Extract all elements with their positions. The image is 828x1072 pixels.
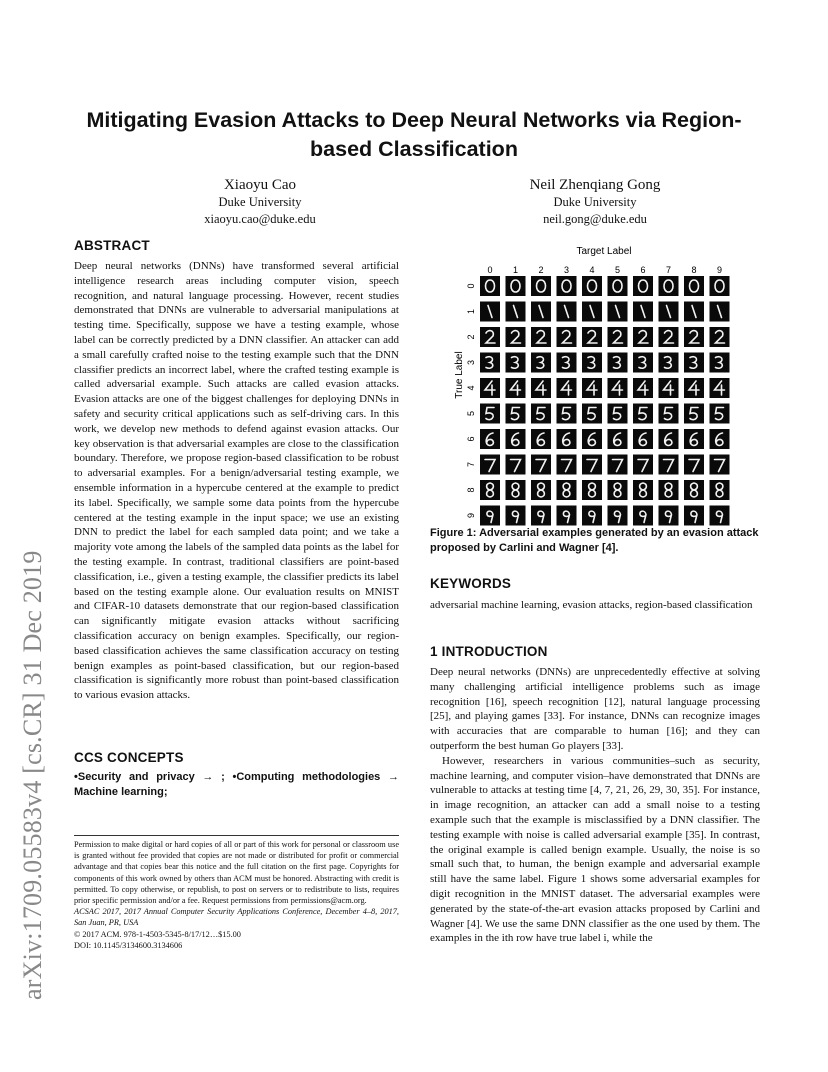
digit-image xyxy=(531,429,551,449)
digit-image xyxy=(710,429,730,449)
author-block xyxy=(155,177,365,228)
digit-image xyxy=(557,302,577,322)
digit-image xyxy=(480,480,500,500)
digit-image xyxy=(684,302,704,322)
digit-image xyxy=(633,378,653,398)
digit-image xyxy=(710,302,730,322)
digit-image xyxy=(633,429,653,449)
figure-row-labels xyxy=(466,283,476,518)
introduction-heading: 1 INTRODUCTION xyxy=(430,644,548,659)
digit-image xyxy=(506,302,526,322)
digit-image xyxy=(633,353,653,373)
digit-image xyxy=(506,506,526,526)
digit-image xyxy=(659,378,679,398)
ccs-heading: CCS CONCEPTS xyxy=(74,750,184,765)
digit-image xyxy=(684,327,704,347)
column-label: 4 xyxy=(589,265,595,275)
digit-image xyxy=(710,327,730,347)
digit-image xyxy=(480,455,500,475)
digit-image xyxy=(710,480,730,500)
digit-image xyxy=(710,404,730,424)
digit-image xyxy=(480,327,500,347)
abstract-paragraph: Deep neural networks (DNNs) have transformed several artificial intelligence research areas including computer vision, speech recognition, and natural language processing. However, recent studies demonstrated that DNNs are vulnerable to adversarial manipulations at testing time. Specifically, suppose we have a testing example, whose label can be correctly predicted by a DNN classifier. An attacker can add a small carefully crafted noise to the testing example such that the DNN classifier predicts an incorrect label, where the crafted testing example is called adversarial example. Such attacks are called evasion attacks. Evasion attacks are one of the biggest challenges for deploying DNNs in safety and security critical applications such as self-driving cars. In this work, we develop new methods to defend against evasion attacks. Our key observation is that adversarial examples are close to the classification boundary. Therefore, we propose region-based classification to be robust to adversarial examples. For a benign/adversarial testing example, we ensemble information in a hypercube centered at the example to predict its label. Specifically, we sample some data points from the hypercube centered at the testing example in the input space; we use an existing DNN to predict the label for each sampled data point; and we take a majority vote among the labels of the sampled data points as the label for the testing example. In contrast, traditional classifiers are point-based classification, i.e., given a testing example, the classifier predicts its label based on the testing example alone. Our evaluation results on MNIST and CIFAR-10 datasets demonstrate that our region-based classification can significantly mitigate evasion attacks without sacrificing classification accuracy on benign examples. Specifically, our region-based classification achieves the same classification accuracy on testing benign examples as point-based classification, but our region-based classification is significantly more robust than point-based classification to various evasion attacks. xyxy=(74,260,399,702)
digit-image xyxy=(582,302,602,322)
digit-image xyxy=(684,455,704,475)
digit-image xyxy=(684,429,704,449)
digit-image xyxy=(557,404,577,424)
digit-image xyxy=(531,455,551,475)
digit-image xyxy=(582,276,602,296)
digit-image xyxy=(659,429,679,449)
ccs-text: •Security and privacy → ; •Computing methodologies → Machine learning; xyxy=(74,771,399,798)
digit-image xyxy=(506,378,526,398)
digit-image xyxy=(506,429,526,449)
digit-image xyxy=(710,455,730,475)
digit-image xyxy=(480,404,500,424)
digit-image xyxy=(506,455,526,475)
venue-line: ACSAC 2017, 2017 Annual Computer Security Applications Conference, December 4–8, 2017, San Juan, PR, USA xyxy=(74,907,399,928)
footnote-divider xyxy=(74,835,399,836)
figure-x-title: Target Label xyxy=(576,246,632,257)
digit-image xyxy=(633,302,653,322)
digit-image xyxy=(506,276,526,296)
paper-title: Mitigating Evasion Attacks to Deep Neural Networks via Region-based Classification xyxy=(86,108,742,161)
digit-image xyxy=(633,276,653,296)
keywords-heading: KEYWORDS xyxy=(430,576,512,591)
column-label: 9 xyxy=(716,265,723,275)
digit-image xyxy=(506,480,526,500)
column-label: 6 xyxy=(640,265,646,275)
row-label: 0 xyxy=(466,283,476,289)
digit-image xyxy=(633,327,653,347)
digit-image xyxy=(480,302,500,322)
digit-image xyxy=(506,327,526,347)
digit-image xyxy=(531,404,551,424)
digit-image xyxy=(531,506,551,526)
digit-image xyxy=(582,506,602,526)
digit-image xyxy=(710,506,730,526)
digit-image xyxy=(480,378,500,398)
permission-notice: Permission to make digital or hard copies of all or part of this work for personal or classroom use is granted without fee provided that copies are not made or distributed for profit or commercial advantage and that copies bear this notice and the full citation on the first page. Copyrights for components of this work owned by others than ACM must be honored. Abstracting with credit is permitted. To copy otherwise, or republish, to post on servers or to redistribute to lists, requires prior specific permission and/or a fee. Request permissions from permissions@acm.org. xyxy=(74,840,399,906)
digit-image xyxy=(557,353,577,373)
figure-column-labels xyxy=(487,265,722,275)
figure-y-title: True Label xyxy=(454,351,465,399)
digit-grid xyxy=(480,276,730,526)
digit-image xyxy=(633,455,653,475)
digit-image xyxy=(480,506,500,526)
digit-image xyxy=(480,276,500,296)
row-label: 1 xyxy=(466,308,476,315)
digit-image xyxy=(531,480,551,500)
digit-image xyxy=(710,378,730,398)
digit-image xyxy=(608,506,628,526)
column-label: 7 xyxy=(665,265,672,275)
digit-image xyxy=(531,378,551,398)
digit-image xyxy=(633,480,653,500)
digit-image xyxy=(659,480,679,500)
digit-image xyxy=(608,404,628,424)
doi-line: DOI: 10.1145/3134600.3134606 xyxy=(74,940,183,950)
digit-image xyxy=(557,276,577,296)
digit-image xyxy=(531,276,551,296)
author-email: neil.gong@duke.edu xyxy=(543,212,647,226)
footnote xyxy=(74,839,399,951)
digit-image xyxy=(582,455,602,475)
digit-image xyxy=(582,353,602,373)
row-label: 7 xyxy=(466,461,476,468)
digit-image xyxy=(684,480,704,500)
digit-image xyxy=(684,506,704,526)
digit-image xyxy=(608,302,628,322)
digit-image xyxy=(659,353,679,373)
digit-image xyxy=(582,429,602,449)
introduction-text xyxy=(430,665,760,946)
author-affiliation: Duke University xyxy=(553,195,637,209)
keywords-text: adversarial machine learning, evasion attacks, region-based classification xyxy=(430,599,753,611)
column-label: 8 xyxy=(691,265,697,275)
digit-image xyxy=(480,429,500,449)
author-email: xiaoyu.cao@duke.edu xyxy=(204,212,316,226)
digit-image xyxy=(531,302,551,322)
digit-image xyxy=(608,276,628,296)
digit-image xyxy=(557,455,577,475)
abstract-heading: ABSTRACT xyxy=(74,238,150,253)
adversarial-examples-figure xyxy=(430,240,760,519)
digit-image xyxy=(608,353,628,373)
author-name: Xiaoyu Cao xyxy=(223,177,297,193)
intro-paragraph-2: However, researchers in various communities–such as security, machine learning, and computer vision–have demonstrated that DNNs are vulnerable to attacks at testing time [4, 7, 21, 26, 29, 30, 35]. For instance, in image recognition, an attacker can add a small noise to a testing example such that the example is misclassified by a DNN classifier. The testing example with noise is called adversarial example [35]. In contrast, the original example is called benign example. Usually, the noise is so small such that, to human, the benign example and adversarial example still have the same label. Figure 1 shows some adversarial examples for digit recognition in the MNIST dataset. The adversarial examples were generated by the state-of-the-art evasion attacks proposed by Carlini and Wagner [4]. We use the same DNN classifier as the one used by them. The examples in the ith row have true label i, while the xyxy=(430,754,760,945)
digit-image xyxy=(684,404,704,424)
digit-image xyxy=(582,480,602,500)
column-label: 0 xyxy=(487,265,493,275)
column-label: 5 xyxy=(614,265,621,275)
copyright-line: © 2017 ACM. 978-1-4503-5345-8/17/12…$15.00 xyxy=(74,929,241,939)
digit-image xyxy=(633,506,653,526)
digit-image xyxy=(659,506,679,526)
column-label: 1 xyxy=(512,265,519,275)
digit-image xyxy=(684,276,704,296)
column-label: 2 xyxy=(538,265,544,275)
row-label: 6 xyxy=(466,436,476,442)
digit-image xyxy=(684,378,704,398)
digit-image xyxy=(582,327,602,347)
digit-image xyxy=(659,327,679,347)
digit-image xyxy=(608,327,628,347)
row-label: 2 xyxy=(466,334,476,340)
arxiv-stamp: arXiv:1709.05583v4 [cs.CR] 31 Dec 2019 xyxy=(18,550,47,1000)
digit-image xyxy=(608,378,628,398)
digit-image xyxy=(582,378,602,398)
digit-image xyxy=(659,302,679,322)
column-label: 3 xyxy=(563,265,570,275)
digit-image xyxy=(557,327,577,347)
digit-image xyxy=(684,353,704,373)
digit-image xyxy=(710,353,730,373)
digit-image xyxy=(506,404,526,424)
digit-image xyxy=(582,404,602,424)
digit-image xyxy=(633,404,653,424)
digit-image xyxy=(710,276,730,296)
digit-image xyxy=(506,353,526,373)
intro-paragraph-1: Deep neural networks (DNNs) are unprecedentedly effective at solving many challenging artificial intelligence problems such as image recognition [16], speech recognition [12], natural language processing [25], and playing games [33]. For instance, DNNs can recognize images with accuracies that are comparable to human [16]; and they can outperform the best human Go players [33]. xyxy=(430,666,760,752)
row-label: 9 xyxy=(466,512,476,519)
row-label: 5 xyxy=(466,410,476,417)
digit-image xyxy=(557,429,577,449)
digit-image xyxy=(531,327,551,347)
row-label: 4 xyxy=(466,385,476,391)
row-label: 3 xyxy=(466,359,476,366)
digit-image xyxy=(557,506,577,526)
abstract-text xyxy=(74,259,399,703)
author-block xyxy=(465,177,725,228)
digit-image xyxy=(608,455,628,475)
digit-image xyxy=(480,353,500,373)
digit-image xyxy=(531,353,551,373)
digit-image xyxy=(659,276,679,296)
digit-image xyxy=(557,480,577,500)
digit-image xyxy=(608,429,628,449)
digit-image xyxy=(659,404,679,424)
digit-image xyxy=(659,455,679,475)
author-name: Neil Zhenqiang Gong xyxy=(529,177,661,193)
digit-image xyxy=(557,378,577,398)
author-affiliation: Duke University xyxy=(218,195,302,209)
row-label: 8 xyxy=(466,487,476,493)
digit-image xyxy=(608,480,628,500)
figure-caption: Figure 1: Adversarial examples generated by an evasion attack proposed by Carlini and Wagner [4]. xyxy=(430,527,759,554)
